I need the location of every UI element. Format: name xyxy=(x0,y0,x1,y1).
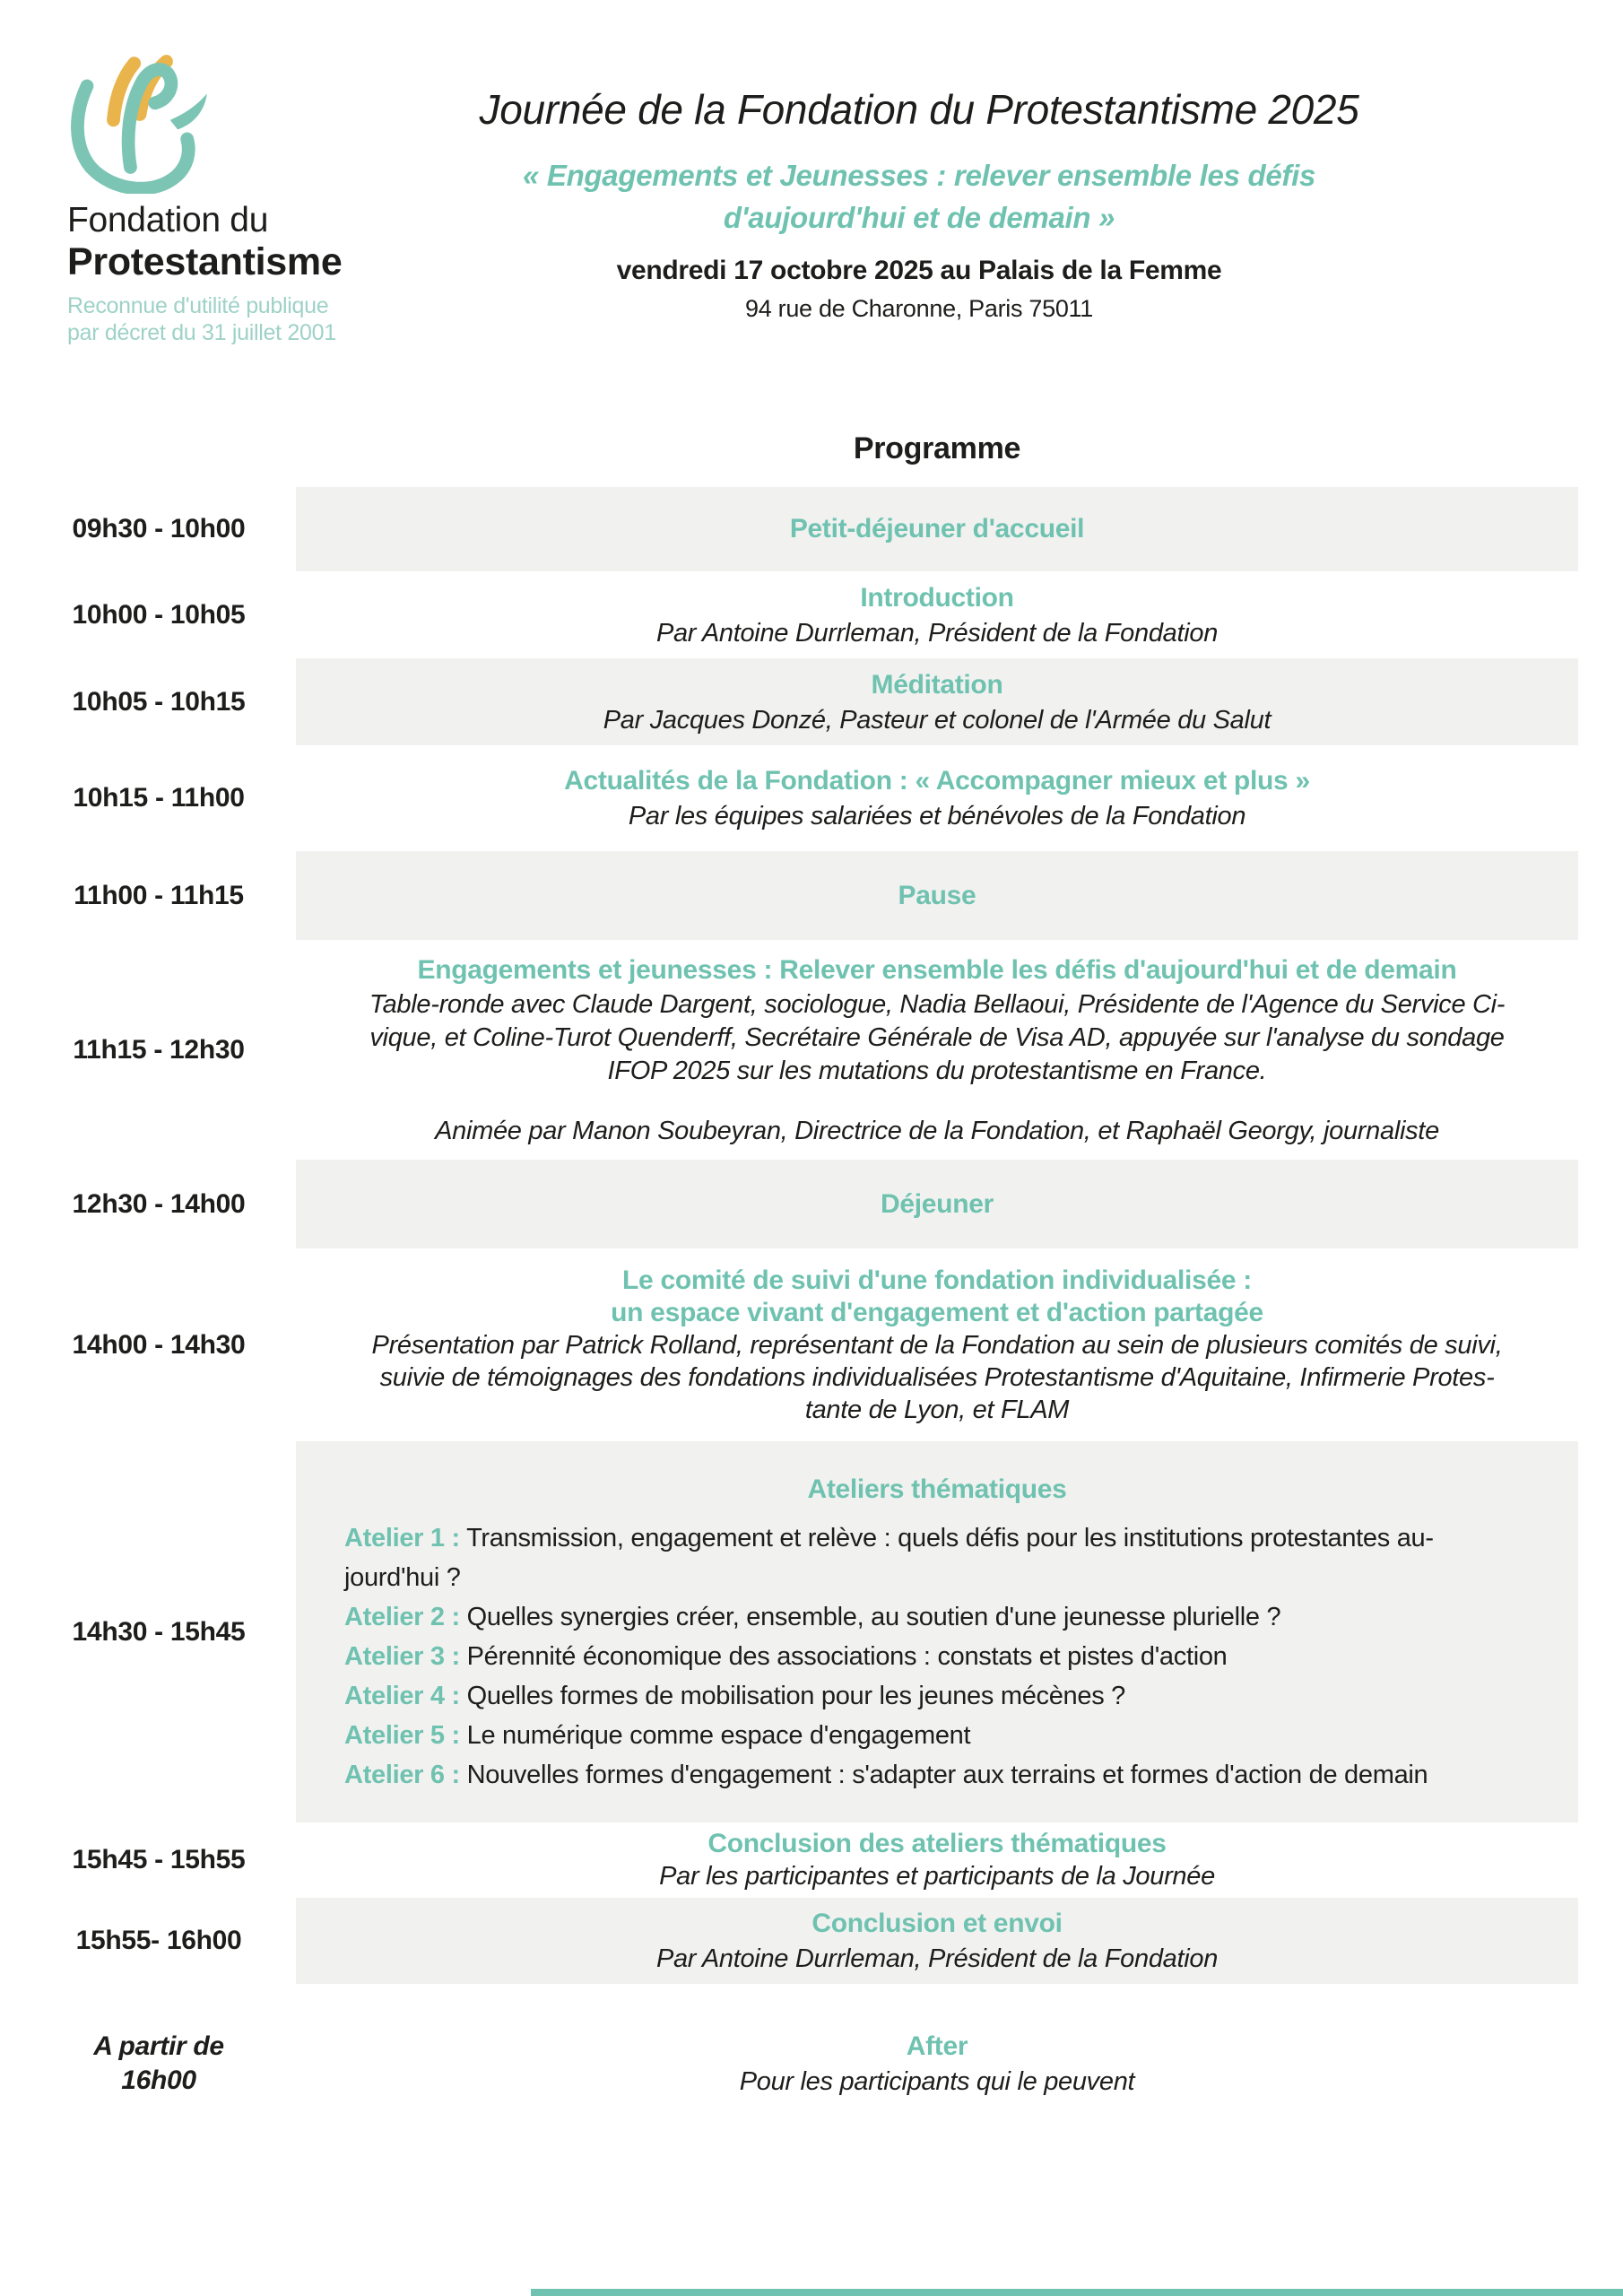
session-paragraph-line: vique, et Coline-Turot Quenderff, Secrétaire Générale de Visa AD, appuyée sur l'analyse du sondage xyxy=(369,1022,1505,1052)
session-subtitle: Par Antoine Durrleman, Président de la Fondation xyxy=(655,618,1219,648)
programme-row xyxy=(0,1984,1623,2118)
atelier-text: Quelles synergies créer, ensemble, au soutien d'une jeunesse plurielle ? xyxy=(466,1602,1281,1631)
time-label: 10h00 - 10h05 xyxy=(72,599,246,630)
event-header-text xyxy=(215,86,1623,323)
session-cell xyxy=(296,851,1578,940)
session-cell xyxy=(296,571,1578,658)
session-subtitle: Par les participantes et participants de la Journée xyxy=(659,1862,1215,1891)
programme-row xyxy=(0,1160,1623,1248)
time-label xyxy=(0,2009,296,2118)
time-label: 11h15 - 12h30 xyxy=(73,1034,245,1065)
atelier-item xyxy=(332,1597,1542,1637)
session-cell xyxy=(296,1898,1578,1984)
event-subtitle xyxy=(215,154,1623,239)
programme-row xyxy=(0,851,1623,940)
atelier-item xyxy=(332,1716,1542,1755)
session-title: Introduction xyxy=(860,582,1014,613)
event-date-venue: vendredi 17 octobre 2025 au Palais de la Femme xyxy=(616,256,1222,285)
programme-row xyxy=(0,571,1623,658)
event-subtitle-line1: « Engagements et Jeunesses : relever ensemble les défis xyxy=(522,159,1316,192)
session-cell xyxy=(296,745,1578,851)
session-paragraph-line: Présentation par Patrick Rolland, représentant de la Fondation au sein de plusieurs comités de suivi, xyxy=(371,1330,1503,1360)
programme-row xyxy=(0,940,1623,1160)
event-subtitle-line2: d'aujourd'hui et de demain » xyxy=(723,201,1115,234)
session-cell xyxy=(296,1822,1578,1898)
session-title: After xyxy=(906,2031,968,2061)
programme-row xyxy=(0,487,1623,571)
session-title: Actualités de la Fondation : « Accompagner mieux et plus » xyxy=(564,766,1310,796)
session-title-line2: un espace vivant d'engagement et d'action partagée xyxy=(611,1297,1263,1327)
hand-dove-logo-icon xyxy=(64,52,216,194)
event-title: Journée de la Fondation du Protestantisme 2025 xyxy=(479,86,1359,133)
session-paragraph-line: Table-ronde avec Claude Dargent, sociologue, Nadia Bellaoui, Présidente de l'Agence du Service Ci- xyxy=(369,989,1506,1019)
document-header xyxy=(0,0,1623,429)
session-title: Conclusion et envoi xyxy=(812,1909,1063,1938)
time-label: 09h30 - 10h00 xyxy=(72,514,246,544)
programme-row xyxy=(0,1248,1623,1441)
session-cell xyxy=(296,658,1578,745)
session-title: Déjeuner xyxy=(881,1188,994,1219)
atelier-label: Atelier 2 : xyxy=(344,1602,460,1631)
session-title-line1: Le comité de suivi d'une fondation individualisée : xyxy=(622,1265,1252,1295)
session-paragraph-line: tante de Lyon, et FLAM xyxy=(804,1395,1070,1424)
time-label: 11h00 - 11h15 xyxy=(74,880,244,910)
session-cell xyxy=(296,940,1578,1160)
logo-tagline-line2: par décret du 31 juillet 2001 xyxy=(67,320,336,345)
session-subtitle: Par Jacques Donzé, Pasteur et colonel de l'Armée du Salut xyxy=(603,705,1271,735)
logo-tagline-line1: Reconnue d'utilité publique xyxy=(67,293,329,318)
session-cell xyxy=(296,1160,1578,1248)
time-label-line2: 16h00 xyxy=(121,2066,196,2095)
atelier-text: Le numérique comme espace d'engagement xyxy=(466,1720,971,1750)
programme-row xyxy=(0,1898,1623,1984)
time-label: 14h00 - 14h30 xyxy=(72,1329,246,1360)
ateliers-heading: Ateliers thématiques xyxy=(807,1474,1067,1504)
atelier-label: Atelier 6 : xyxy=(344,1760,460,1789)
time-label: 10h05 - 10h15 xyxy=(72,686,246,717)
session-title: Engagements et jeunesses : Relever ensemble les défis d'aujourd'hui et de demain xyxy=(417,954,1457,985)
session-paragraph-line: IFOP 2025 sur les mutations du protestantisme en France. xyxy=(607,1056,1267,1085)
atelier-label: Atelier 5 : xyxy=(344,1720,460,1750)
atelier-label: Atelier 1 : xyxy=(344,1523,460,1552)
session-cell xyxy=(296,1441,1578,1822)
logo-name-line2: Protestantisme xyxy=(67,240,343,283)
session-title: Méditation xyxy=(871,669,1003,700)
session-cell xyxy=(296,2009,1578,2118)
atelier-label: Atelier 3 : xyxy=(344,1641,460,1671)
session-animator: Animée par Manon Soubeyran, Directrice de la Fondation, et Raphaël Georgy, journaliste xyxy=(435,1116,1439,1145)
time-label: 15h55- 16h00 xyxy=(75,1926,242,1955)
atelier-item xyxy=(332,1676,1542,1716)
programme-row xyxy=(0,1441,1623,1822)
session-cell xyxy=(296,487,1578,571)
programme-rows xyxy=(0,487,1623,2118)
session-title: Conclusion des ateliers thématiques xyxy=(707,1829,1167,1858)
atelier-label: Atelier 4 : xyxy=(344,1681,460,1710)
time-label: 14h30 - 15h45 xyxy=(72,1616,246,1647)
programme-row xyxy=(0,745,1623,851)
session-paragraph-line: suivie de témoignages des fondations individualisées Protestantisme d'Aquitaine, Infirmerie Protes- xyxy=(379,1362,1495,1392)
atelier-text: Nouvelles formes d'engagement : s'adapter aux terrains et formes d'action de demain xyxy=(466,1760,1428,1789)
session-cell xyxy=(296,1248,1578,1441)
atelier-item xyxy=(332,1637,1542,1676)
session-subtitle: Par Antoine Durrleman, Président de la Fondation xyxy=(655,1944,1219,1973)
event-address: 94 rue de Charonne, Paris 75011 xyxy=(745,295,1093,322)
time-label: 15h45 - 15h55 xyxy=(72,1845,246,1874)
session-title: Pause xyxy=(898,880,976,910)
session-subtitle: Pour les participants qui le peuvent xyxy=(739,2067,1135,2096)
time-label-line1: A partir de xyxy=(93,2031,224,2061)
atelier-text: Pérennité économique des associations : constats et pistes d'action xyxy=(466,1641,1228,1671)
time-label: 12h30 - 14h00 xyxy=(72,1188,246,1219)
session-title: Petit-déjeuner d'accueil xyxy=(789,514,1085,544)
session-subtitle: Par les équipes salariées et bénévoles de la Fondation xyxy=(628,802,1246,831)
programme-heading: Programme xyxy=(853,431,1021,465)
bottom-accent-bar xyxy=(531,2289,1623,2296)
logo-name-line1: Fondation du xyxy=(67,201,269,239)
time-label: 10h15 - 11h00 xyxy=(73,783,245,813)
atelier-item-continuation: jourd'hui ? xyxy=(344,1562,461,1592)
atelier-text: Quelles formes de mobilisation pour les jeunes mécènes ? xyxy=(466,1681,1125,1710)
atelier-text: Transmission, engagement et relève : quels défis pour les institutions protestantes au- xyxy=(466,1523,1434,1552)
atelier-item xyxy=(332,1518,1542,1558)
atelier-item xyxy=(332,1755,1542,1795)
programme-row xyxy=(0,1822,1623,1898)
programme-row xyxy=(0,658,1623,745)
